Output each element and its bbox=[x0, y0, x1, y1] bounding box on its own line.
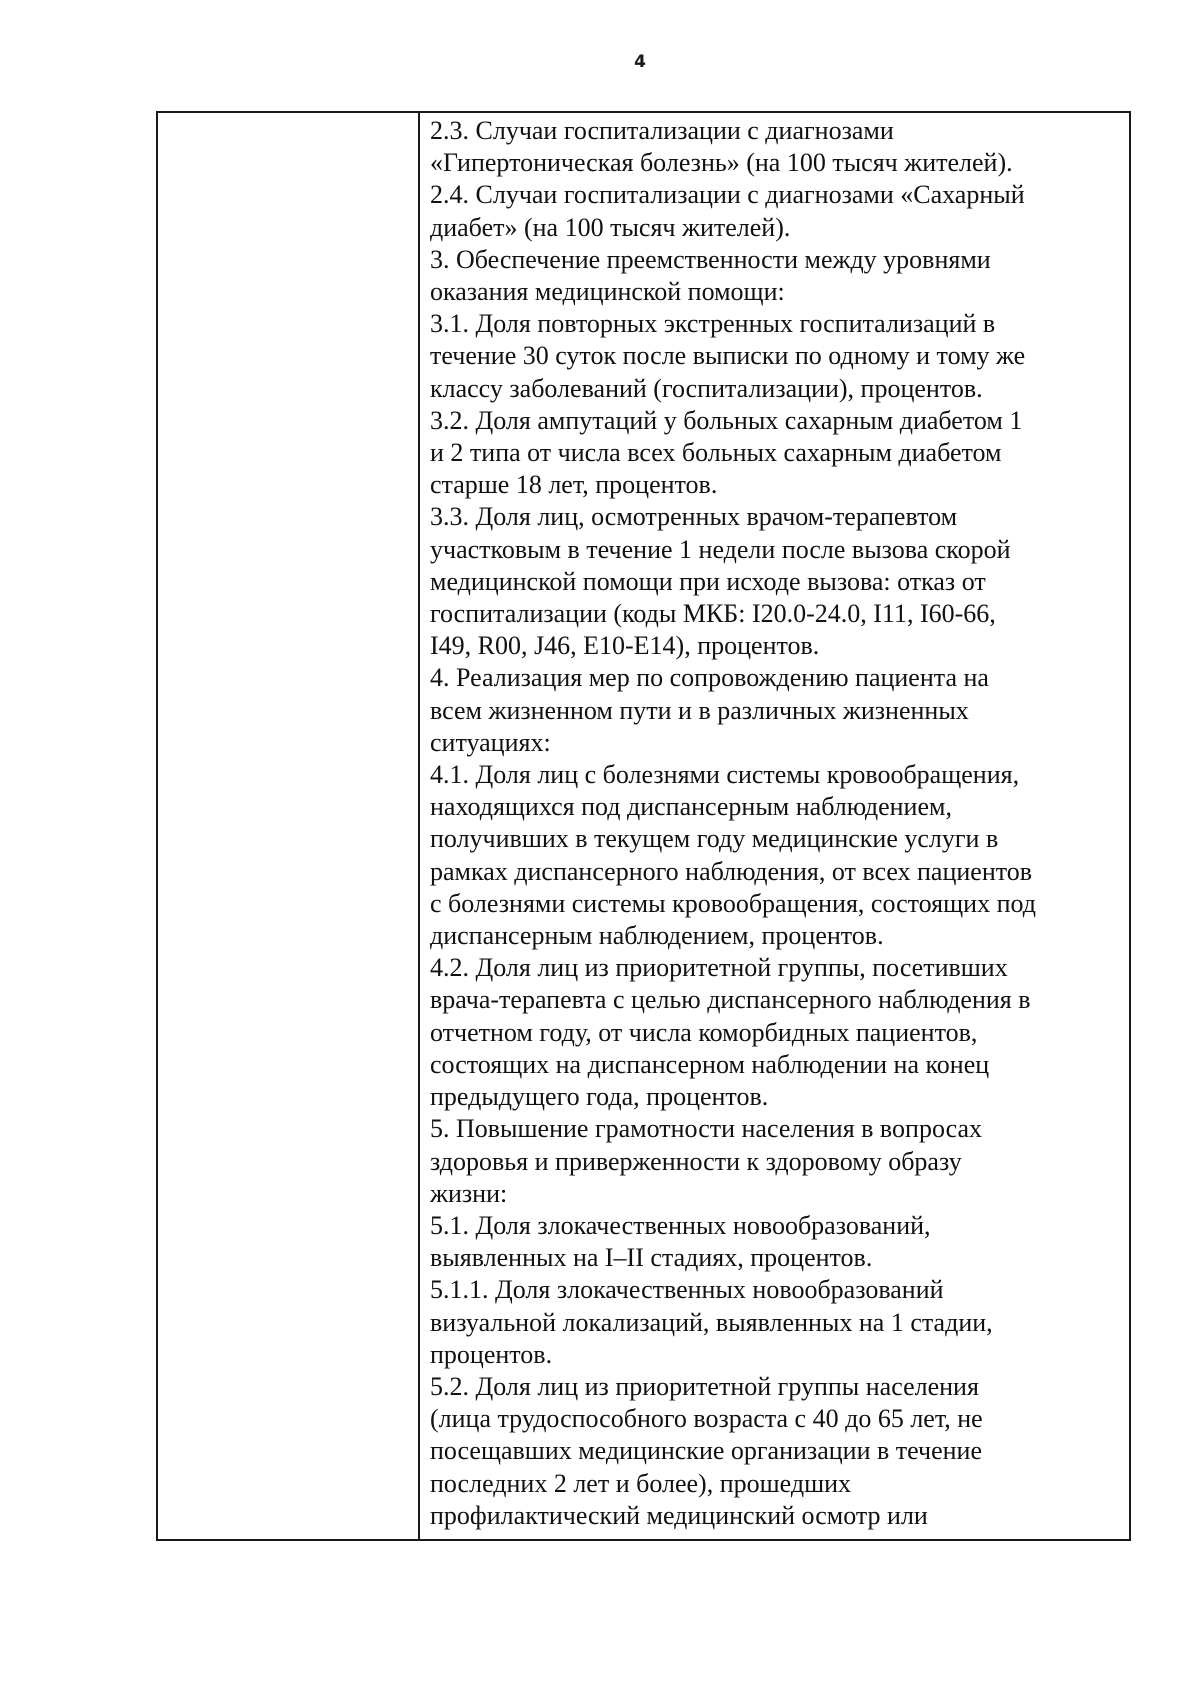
text-line: посещавших медицинские организации в течение bbox=[430, 1436, 982, 1466]
text-line: визуальной локализаций, выявленных на 1 стадии, bbox=[430, 1307, 993, 1337]
text-line: 5.2. Доля лиц из приоритетной группы населения bbox=[430, 1371, 979, 1401]
text-line: 5. Повышение грамотности населения в вопросах bbox=[430, 1114, 982, 1144]
text-line: процентов. bbox=[430, 1339, 553, 1369]
text-line: рамках диспансерного наблюдения, от всех пациентов bbox=[430, 856, 1033, 886]
text-line: 3.1. Доля повторных экстренных госпитализаций в bbox=[430, 309, 996, 339]
text-line: всем жизненном пути и в различных жизненных bbox=[430, 695, 969, 725]
table-left-cell bbox=[158, 113, 420, 1539]
text-line: медицинской помощи при исходе вызова: отказ от bbox=[430, 566, 986, 596]
text-line: выявленных на I–II стадиях, процентов. bbox=[430, 1243, 873, 1273]
text-line: ситуациях: bbox=[430, 727, 551, 757]
text-line: «Гипертоническая болезнь» (на 100 тысяч жителей). bbox=[430, 148, 1013, 178]
text-line: 5.1. Доля злокачественных новообразований, bbox=[430, 1210, 931, 1240]
text-line: здоровья и приверженности к здоровому образу bbox=[430, 1146, 962, 1176]
text-line: 3.2. Доля ампутаций у больных сахарным диабетом 1 bbox=[430, 405, 1023, 435]
text-line: диабет» (на 100 тысяч жителей). bbox=[430, 212, 791, 242]
text-line: 4.1. Доля лиц с болезнями системы кровообращения, bbox=[430, 760, 1020, 790]
table-right-cell bbox=[420, 113, 1129, 1539]
page-number: 4 bbox=[634, 52, 646, 72]
text-line: отчетном году, от числа коморбидных пациентов, bbox=[430, 1017, 978, 1047]
text-line: предыдущего года, процентов. bbox=[430, 1082, 769, 1112]
text-line: классу заболеваний (госпитализации), процентов. bbox=[430, 373, 983, 403]
text-line: диспансерным наблюдением, процентов. bbox=[430, 921, 884, 951]
text-line: получивших в текущем году медицинские услуги в bbox=[430, 824, 999, 854]
text-line: госпитализации (коды МКБ: I20.0-24.0, I11, I60-66, bbox=[430, 599, 996, 629]
text-line: участковым в течение 1 недели после вызова скорой bbox=[430, 534, 1011, 564]
text-line: 4. Реализация мер по сопровождению пациента на bbox=[430, 663, 989, 693]
text-line: 4.2. Доля лиц из приоритетной группы, посетивших bbox=[430, 953, 1008, 983]
text-line: 2.3. Случаи госпитализации с диагнозами bbox=[430, 116, 894, 145]
text-line: старше 18 лет, процентов. bbox=[430, 470, 718, 500]
text-line: 5.1.1. Доля злокачественных новообразований bbox=[430, 1275, 944, 1305]
text-line: врача-терапевта с целью диспансерного наблюдения в bbox=[430, 985, 1031, 1015]
text-line: и 2 типа от числа всех больных сахарным диабетом bbox=[430, 438, 1002, 468]
text-line: течение 30 суток после выписки по одному и тому же bbox=[430, 341, 1026, 371]
text-line: состоящих на диспансерном наблюдении на конец bbox=[430, 1049, 990, 1079]
document-table bbox=[156, 111, 1131, 1541]
text-line: с болезнями системы кровообращения, состоящих под bbox=[430, 888, 1036, 918]
text-line: оказания медицинской помощи: bbox=[430, 277, 785, 307]
text-line: последних 2 лет и более), прошедших bbox=[430, 1468, 852, 1498]
text-line: 3. Обеспечение преемственности между уровнями bbox=[430, 244, 991, 274]
text-line: (лица трудоспособного возраста с 40 до 65 лет, не bbox=[430, 1404, 983, 1434]
text-line: I49, R00, J46, E10-E14), процентов. bbox=[430, 631, 820, 661]
text-line: находящихся под диспансерным наблюдением, bbox=[430, 792, 952, 822]
text-line: 3.3. Доля лиц, осмотренных врачом-терапевтом bbox=[430, 502, 958, 532]
text-line: 2.4. Случаи госпитализации с диагнозами «Сахарный bbox=[430, 180, 1025, 210]
text-line: жизни: bbox=[430, 1178, 508, 1208]
text-line: профилактический медицинский осмотр или bbox=[430, 1500, 928, 1530]
